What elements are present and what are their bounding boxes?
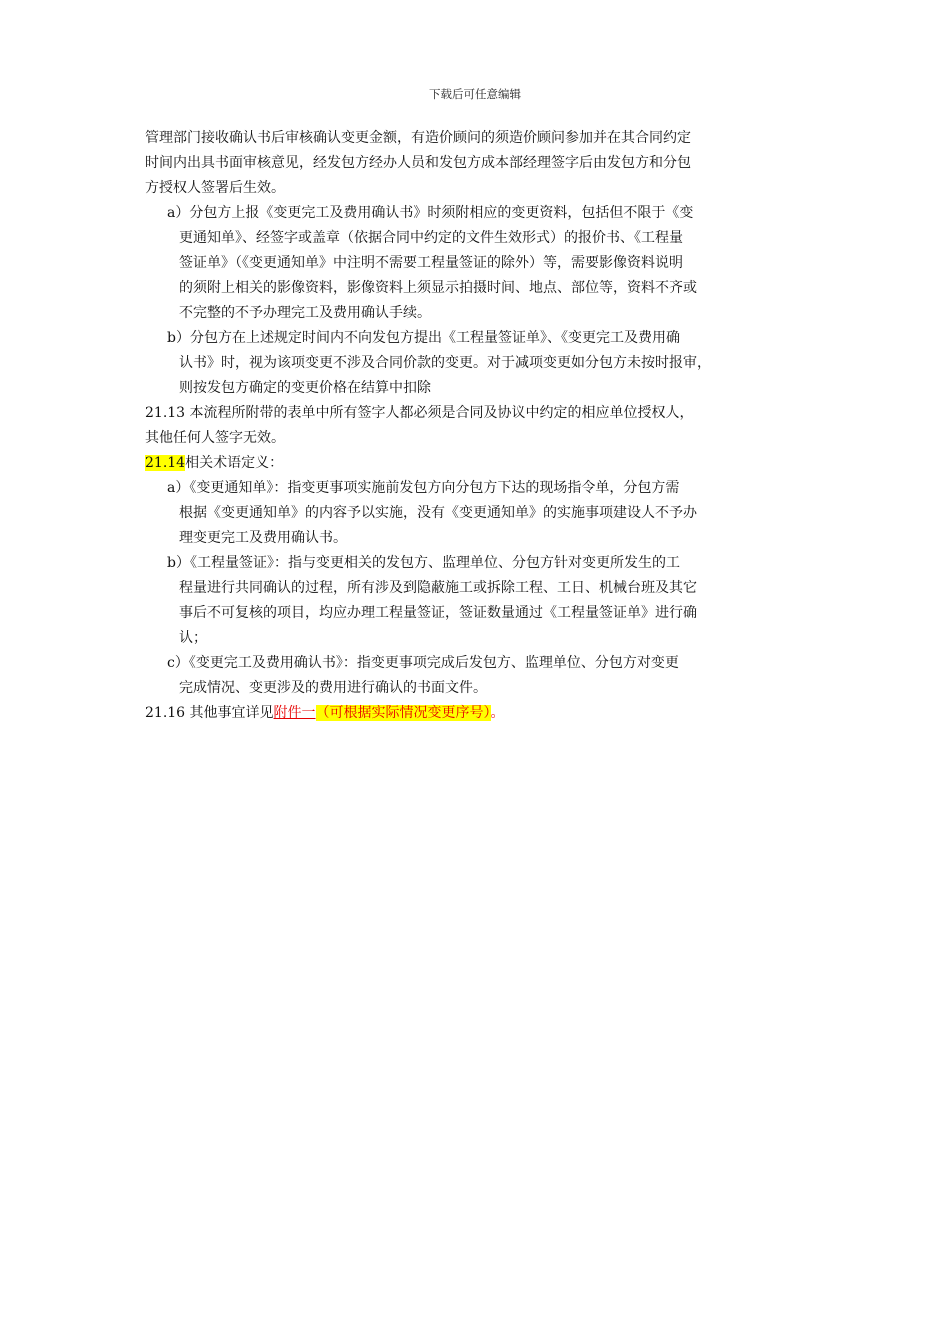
def-a-line: 理变更完工及费用确认书。 [179, 530, 347, 546]
def-c-line: 完成情况、变更涉及的费用进行确认的书面文件。 [179, 680, 487, 696]
def-b-line: 事后不可复核的项目，均应办理工程量签证，签证数量通过《工程量签证单》进行确 [179, 605, 697, 621]
item-a-line: 不完整的不予办理完工及费用确认手续。 [179, 305, 431, 321]
paragraph-line: 方授权人签署后生效。 [145, 180, 285, 196]
item-a-line: 更通知单》、经签字或盖章（依据合同中约定的文件生效形式）的报价书、《工程量 [179, 230, 683, 246]
clause-2114-number: 21.14 [145, 455, 186, 471]
def-b-line: b）《工程量签证》：指与变更相关的发包方、监理单位、分包方针对变更所发生的工 [167, 555, 680, 571]
item-b-line: 则按发包方确定的变更价格在结算中扣除 [179, 380, 431, 396]
def-b-line: 程量进行共同确认的过程，所有涉及到隐蔽施工或拆除工程、工日、机械台班及其它 [179, 580, 697, 596]
def-c-line: c）《变更完工及费用确认书》：指变更事项完成后发包方、监理单位、分包方对变更 [167, 655, 679, 671]
paragraph-line: 管理部门接收确认书后审核确认变更金额，有造价顾问的须造价顾问参加并在其合同约定 [145, 130, 691, 146]
clause-2114-title: 相关术语定义： [185, 455, 284, 471]
clause-2114-heading [145, 451, 815, 476]
clause-2116-end: 。 [490, 705, 505, 721]
clause-2116-prefix: 21.16 其他事宜详见 [145, 705, 274, 721]
attachment-link[interactable]: 附件一 [273, 705, 316, 721]
item-b-line: 认书》时，视为该项变更不涉及合同价款的变更。对于减项变更如分包方未按时报审， [179, 355, 711, 371]
def-a-line: a）《变更通知单》：指变更事项实施前发包方向分包方下达的现场指令单，分包方需 [167, 480, 680, 496]
document-body [145, 126, 815, 726]
item-a-line: 签证单》（《变更通知单》中注明不需要工程量签证的除外）等，需要影像资料说明 [179, 255, 683, 271]
clause-2116-note: （可根据实际情况变更序号） [315, 705, 491, 721]
page-header: 下载后可任意编辑 [429, 87, 521, 101]
item-a-line: 的须附上相关的影像资料，影像资料上须显示拍摄时间、地点、部位等，资料不齐或 [179, 280, 697, 296]
paragraph-line: 时间内出具书面审核意见，经发包方经办人员和发包方成本部经理签字后由发包方和分包 [145, 155, 691, 171]
item-b-line: b）分包方在上述规定时间内不向发包方提出《工程量签证单》、《变更完工及费用确 [167, 330, 680, 346]
def-b-line: 认； [179, 630, 207, 646]
clause-2113-line: 其他任何人签字无效。 [145, 430, 285, 446]
clause-2116-line [145, 701, 815, 726]
item-a-line: a）分包方上报《变更完工及费用确认书》时须附相应的变更资料，包括但不限于《变 [167, 205, 694, 221]
def-a-line: 根据《变更通知单》的内容予以实施，没有《变更通知单》的实施事项建设人不予办 [179, 505, 697, 521]
clause-2113-line: 21.13 本流程所附带的表单中所有签字人都必须是合同及协议中约定的相应单位授权人， [145, 405, 694, 421]
